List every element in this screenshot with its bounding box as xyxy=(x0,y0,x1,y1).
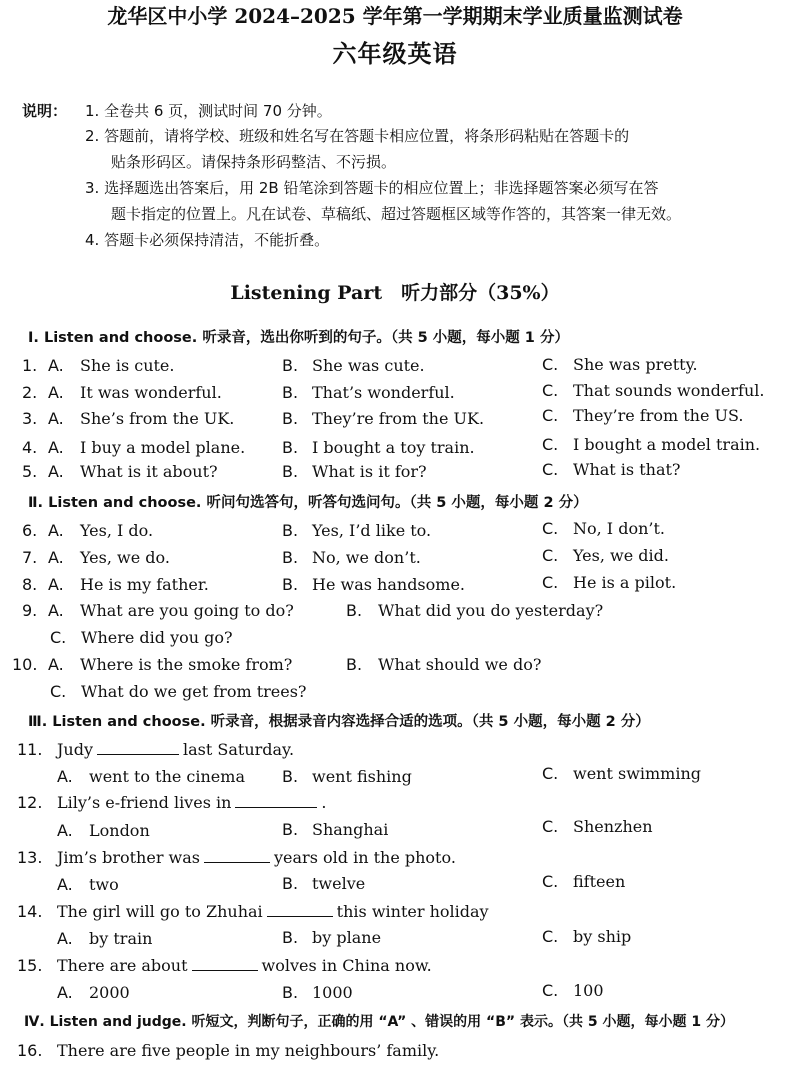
option-c: No, I don’t. xyxy=(573,519,665,538)
option-letter-a: A. xyxy=(48,655,64,674)
option-letter-a: A. xyxy=(48,409,64,428)
option-letter-c: C. xyxy=(542,546,559,565)
option-letter-a: A. xyxy=(48,462,64,481)
option-letter-b: B. xyxy=(282,462,299,481)
option-letter-a: A. xyxy=(57,875,73,894)
option-b: What is it for? xyxy=(312,462,427,481)
stem-text: . xyxy=(321,793,327,812)
question-stem xyxy=(57,958,432,974)
option-letter-b: B. xyxy=(282,383,299,402)
question-text: There are five people in my neighbours’ family. xyxy=(57,1041,440,1060)
option-letter-c: C. xyxy=(542,355,559,374)
answer-blank xyxy=(267,904,333,917)
option-b: Yes, I’d like to. xyxy=(312,521,432,540)
stem-text: Jim’s brother was xyxy=(57,848,200,867)
option-b: No, we don’t. xyxy=(312,548,421,567)
option-letter-c: C. xyxy=(542,981,559,1000)
option-a: two xyxy=(89,875,119,894)
option-letter-b: B. xyxy=(346,655,363,674)
section-2-heading: Ⅱ. Listen and choose. 听问句选答句，听答句选问句。（共 5 小题，每小题 2 分） xyxy=(28,495,588,511)
option-a: 2000 xyxy=(89,983,130,1002)
question-number: 5. xyxy=(22,462,38,481)
option-a: What are you going to do? xyxy=(80,601,294,620)
option-a: went to the cinema xyxy=(89,767,245,786)
option-b: I bought a toy train. xyxy=(312,438,475,457)
answer-blank xyxy=(235,795,317,808)
option-a: What is it about? xyxy=(80,462,218,481)
option-letter-a: A. xyxy=(57,929,73,948)
question-number: 11. xyxy=(17,740,43,759)
section-1-heading: Ⅰ. Listen and choose. 听录音，选出你听到的句子。（共 5 小题，每小题 1 分） xyxy=(28,330,569,346)
option-a: I buy a model plane. xyxy=(80,438,246,457)
question-number: 16. xyxy=(17,1041,43,1060)
section-3-heading: Ⅲ. Listen and choose. 听录音，根据录音内容选择合适的选项。（共 5 小题，每小题 2 分） xyxy=(28,714,650,730)
option-c: 100 xyxy=(573,981,604,1000)
question-number: 4. xyxy=(22,438,38,457)
option-b: What did you do yesterday? xyxy=(378,601,604,620)
answer-blank xyxy=(204,850,270,863)
option-letter-c: C. xyxy=(542,435,559,454)
option-c: Shenzhen xyxy=(573,817,653,836)
question-number: 12. xyxy=(17,793,43,812)
option-letter-b: B. xyxy=(282,356,299,375)
question-number: 14. xyxy=(17,902,43,921)
instructions-label: 说明： xyxy=(22,102,68,120)
question-number: 9. xyxy=(22,601,38,620)
option-a: Yes, we do. xyxy=(80,548,170,567)
option-letter-c: C. xyxy=(542,872,559,891)
question-number: 10. xyxy=(12,655,38,674)
option-a: She is cute. xyxy=(80,356,175,375)
question-stem xyxy=(57,904,489,920)
option-c: That sounds wonderful. xyxy=(573,381,765,400)
stem-text: There are about xyxy=(57,956,188,975)
option-letter-c: C. xyxy=(542,817,559,836)
option-letter-c: C. xyxy=(542,519,559,538)
stem-text: this winter holiday xyxy=(336,902,489,921)
option-c: fifteen xyxy=(573,872,626,891)
option-b: They’re from the UK. xyxy=(312,409,485,428)
instruction-2-cont: 贴条形码区。请保持条形码整洁、不污损。 xyxy=(111,153,397,171)
option-letter-c: C. xyxy=(542,460,559,479)
option-c: What is that? xyxy=(573,460,681,479)
option-letter-a: A. xyxy=(57,983,73,1002)
option-a: Yes, I do. xyxy=(80,521,154,540)
question-number: 13. xyxy=(17,848,43,867)
stem-text: years old in the photo. xyxy=(274,848,456,867)
question-number: 2. xyxy=(22,383,38,402)
option-letter-c: C. xyxy=(542,573,559,592)
option-letter-b: B. xyxy=(282,575,299,594)
stem-text: The girl will go to Zhuhai xyxy=(57,902,263,921)
option-b: twelve xyxy=(312,874,366,893)
instruction-1: 1. 全卷共 6 页，测试时间 70 分钟。 xyxy=(85,102,332,120)
option-a: She’s from the UK. xyxy=(80,409,235,428)
option-a: Where is the smoke from? xyxy=(80,655,293,674)
question-number: 6. xyxy=(22,521,38,540)
option-c: Yes, we did. xyxy=(573,546,669,565)
option-letter-b: B. xyxy=(282,928,299,947)
option-letter-b: B. xyxy=(282,521,299,540)
section-4-heading: Ⅳ. Listen and judge. 听短文，判断句子，正确的用 “A” 、错误的用 “B” 表示。（共 5 小题，每小题 1 分） xyxy=(24,1014,734,1030)
listening-part-heading: Listening Part 听力部分（35%） xyxy=(230,282,560,304)
option-letter-b: B. xyxy=(282,767,299,786)
question-number: 3. xyxy=(22,409,38,428)
option-letter-a: A. xyxy=(48,356,64,375)
question-number: 8. xyxy=(22,575,38,594)
option-c: He is a pilot. xyxy=(573,573,677,592)
option-b: by plane xyxy=(312,928,382,947)
option-letter-b: B. xyxy=(282,438,299,457)
option-letter-a: A. xyxy=(48,548,64,567)
option-letter-b: B. xyxy=(346,601,363,620)
option-b: What should we do? xyxy=(378,655,542,674)
instruction-3-cont: 题卡指定的位置上。凡在试卷、草稿纸、超过答题框区域等作答的，其答案一律无效。 xyxy=(111,205,682,223)
option-c: went swimming xyxy=(573,764,702,783)
stem-text: Judy xyxy=(57,740,93,759)
option-c: She was pretty. xyxy=(573,355,698,374)
option-letter-a: A. xyxy=(48,521,64,540)
instruction-3: 3. 选择题选出答案后，用 2B 铅笔涂到答题卡的相应位置上；非选择题答案必须写在答 xyxy=(85,179,659,197)
question-stem xyxy=(57,795,327,811)
option-b: 1000 xyxy=(312,983,353,1002)
stem-text: wolves in China now. xyxy=(261,956,432,975)
option-letter-c: C. xyxy=(542,927,559,946)
option-letter-a: A. xyxy=(48,383,64,402)
question-stem xyxy=(57,850,456,866)
option-b: She was cute. xyxy=(312,356,425,375)
option-letter-a: A. xyxy=(48,438,64,457)
option-a: He is my father. xyxy=(80,575,209,594)
option-c: I bought a model train. xyxy=(573,435,761,454)
option-letter-c: C. xyxy=(542,381,559,400)
option-c: What do we get from trees? xyxy=(81,682,307,701)
answer-blank xyxy=(97,742,179,755)
instruction-2: 2. 答题前，请将学校、班级和姓名写在答题卡相应位置，将条形码粘贴在答题卡的 xyxy=(85,127,630,145)
option-letter-a: A. xyxy=(57,767,73,786)
option-b: That’s wonderful. xyxy=(312,383,455,402)
option-letter-b: B. xyxy=(282,983,299,1002)
option-c: Where did you go? xyxy=(81,628,233,647)
question-number: 15. xyxy=(17,956,43,975)
option-letter-a: A. xyxy=(57,821,73,840)
option-letter-c: C. xyxy=(50,628,67,647)
option-letter-b: B. xyxy=(282,409,299,428)
option-a: London xyxy=(89,821,150,840)
option-b: Shanghai xyxy=(312,820,389,839)
option-letter-c: C. xyxy=(542,406,559,425)
option-a: by train xyxy=(89,929,153,948)
option-letter-b: B. xyxy=(282,820,299,839)
stem-text: Lily’s e-friend lives in xyxy=(57,793,232,812)
stem-text: last Saturday. xyxy=(183,740,295,759)
question-stem xyxy=(57,742,294,758)
exam-title: 龙华区中小学 2024–2025 学年第一学期期末学业质量监测试卷 xyxy=(107,4,683,28)
instruction-4: 4. 答题卡必须保持清洁，不能折叠。 xyxy=(85,231,330,249)
option-letter-a: A. xyxy=(48,601,64,620)
option-c: by ship xyxy=(573,927,632,946)
question-number: 7. xyxy=(22,548,38,567)
option-letter-a: A. xyxy=(48,575,64,594)
question-number: 1. xyxy=(22,356,38,375)
option-letter-b: B. xyxy=(282,548,299,567)
option-letter-c: C. xyxy=(542,764,559,783)
option-b: went fishing xyxy=(312,767,412,786)
option-a: It was wonderful. xyxy=(80,383,222,402)
option-letter-c: C. xyxy=(50,682,67,701)
option-b: He was handsome. xyxy=(312,575,465,594)
exam-subtitle: 六年级英语 xyxy=(332,39,458,68)
answer-blank xyxy=(192,958,258,971)
option-c: They’re from the US. xyxy=(573,406,744,425)
option-letter-b: B. xyxy=(282,874,299,893)
